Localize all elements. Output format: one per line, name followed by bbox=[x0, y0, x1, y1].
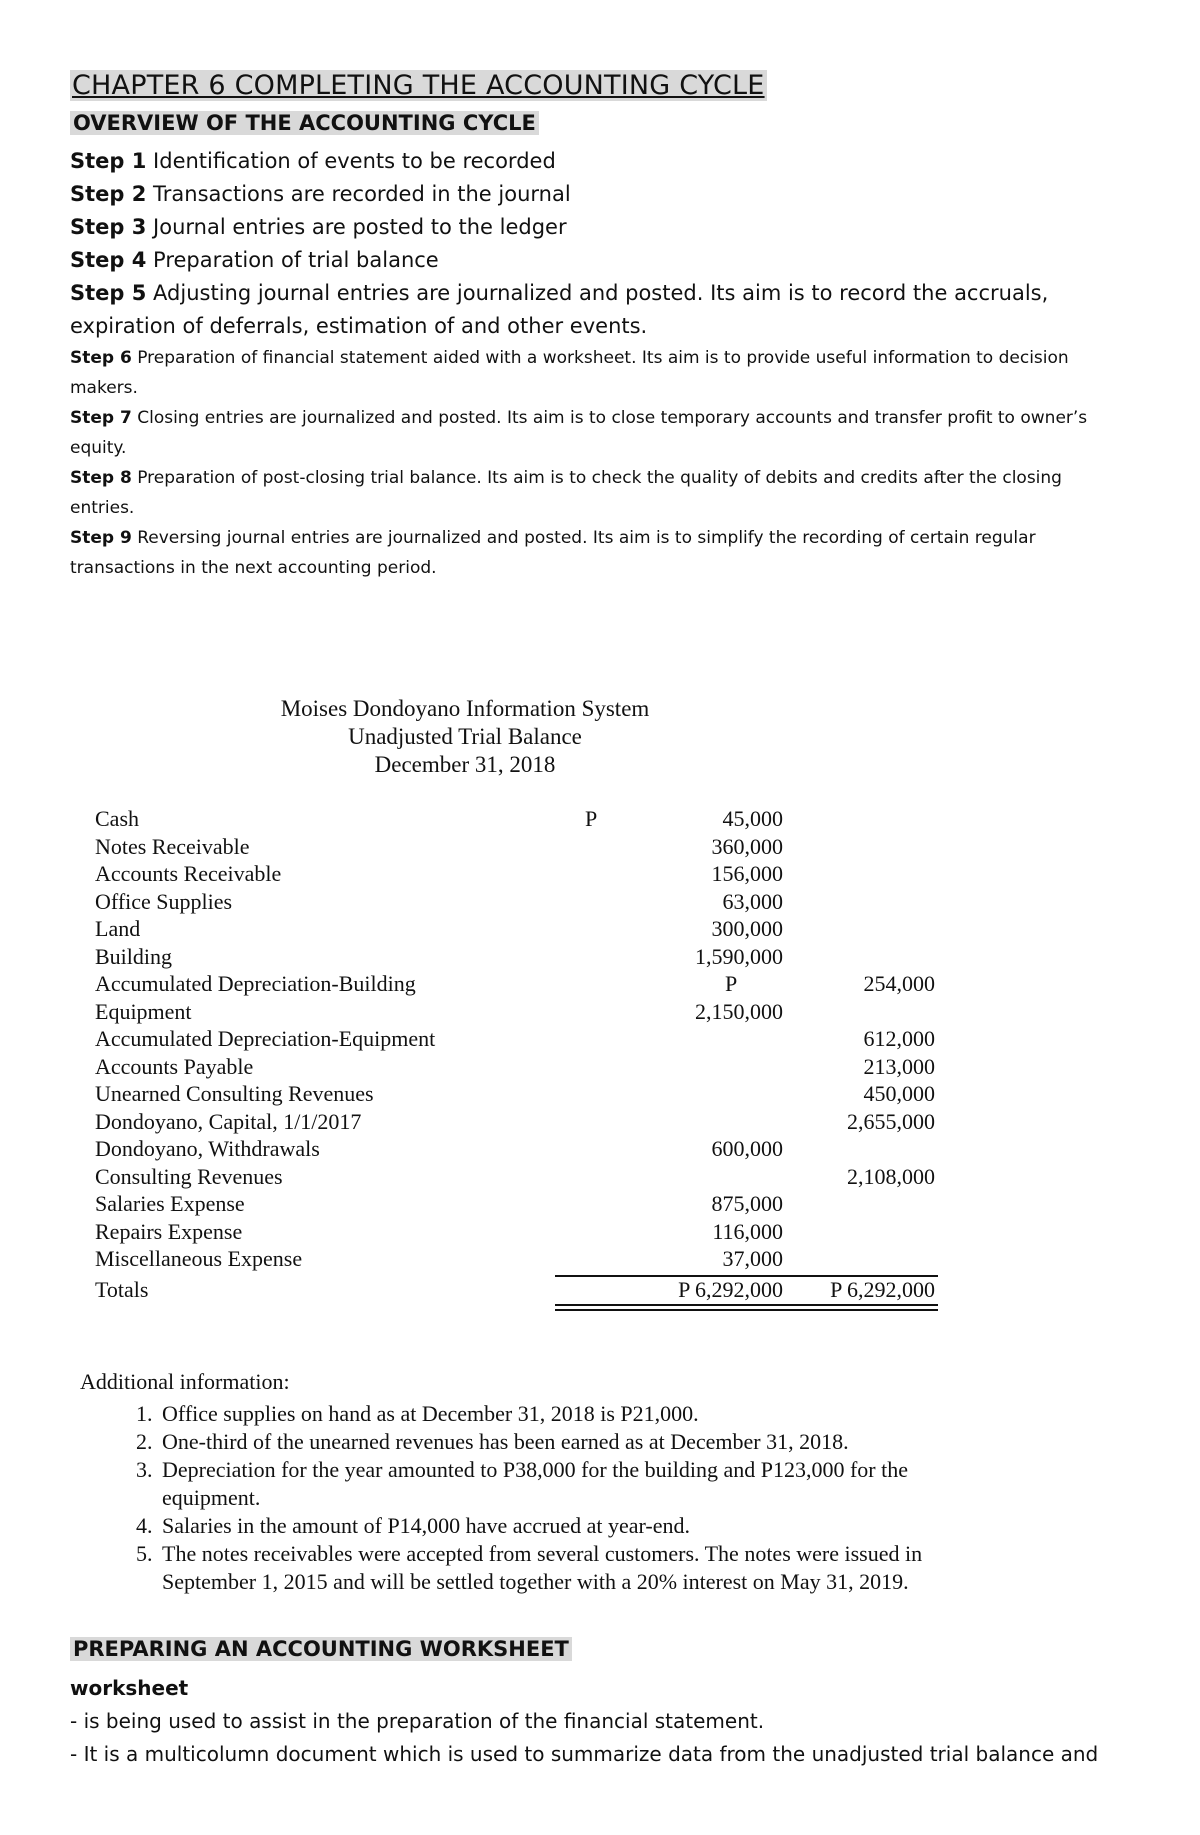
account-name: Salaries Expense bbox=[95, 1191, 245, 1216]
account-name: Accumulated Depreciation-Equipment bbox=[95, 1026, 436, 1051]
steps-list bbox=[70, 145, 1130, 583]
step-label: Step 7 bbox=[70, 408, 132, 428]
table-row bbox=[95, 1136, 855, 1164]
step-label: Step 6 bbox=[70, 348, 132, 368]
list-item: 2. One-third of the unearned revenues has been earned as at December 31, 2018. bbox=[158, 1428, 980, 1456]
debit-amount: 63,000 bbox=[722, 888, 783, 914]
debit-amount: 600,000 bbox=[711, 1136, 783, 1161]
step-label: Step 4 bbox=[70, 248, 147, 272]
account-name: Accounts Receivable bbox=[95, 861, 282, 886]
debit-amount: 156,000 bbox=[711, 861, 783, 886]
account-name: Accounts Payable bbox=[95, 1053, 254, 1079]
account-name: Notes Receivable bbox=[95, 833, 250, 859]
step-8 bbox=[70, 463, 1130, 523]
debit-amount: 116,000 bbox=[712, 1218, 783, 1244]
table-row bbox=[95, 1219, 855, 1247]
step-text: Closing entries are journalized and posted. Its aim is to close temporary accounts and transfer profit to owner’s equity. bbox=[70, 408, 1088, 458]
total-double-underline bbox=[555, 1304, 938, 1311]
statement-title: Unadjusted Trial Balance bbox=[348, 724, 582, 749]
step-text: Preparation of post-closing trial balance. Its aim is to check the quality of debits and credits after the closing entries. bbox=[70, 468, 1062, 518]
step-label: Step 2 bbox=[70, 182, 147, 206]
step-label: Step 3 bbox=[70, 215, 147, 239]
list-item: 5. The notes receivables were accepted from several customers. The notes were issued in September 1, 2015 and will be settled together with a 20% interest on May 31, 2019. bbox=[158, 1540, 980, 1596]
step-label: Step 5 bbox=[70, 281, 147, 305]
step-6 bbox=[70, 343, 1130, 403]
table-row bbox=[95, 834, 855, 862]
table-row bbox=[95, 999, 855, 1027]
step-text: Reversing journal entries are journalized and posted. Its aim is to simplify the recording of certain regular transactions in the next accounting period. bbox=[70, 528, 1036, 578]
list-item: 1. Office supplies on hand as at December 31, 2018 is P21,000. bbox=[158, 1400, 980, 1428]
total-rule-credit bbox=[695, 1275, 938, 1277]
table-row bbox=[95, 944, 855, 972]
step-text: Transactions are recorded in the journal bbox=[146, 182, 571, 206]
debit-amount: 300,000 bbox=[711, 916, 783, 941]
peso-sign: P bbox=[725, 971, 738, 996]
table-row bbox=[95, 916, 855, 944]
worksheet-line-2: - It is a multicolumn document which is used to summarize data from the unadjusted trial balance and bbox=[70, 1742, 1099, 1766]
debit-amount: 2,150,000 bbox=[695, 998, 783, 1024]
additional-info-list bbox=[80, 1400, 980, 1596]
step-5 bbox=[70, 277, 1130, 343]
table-row bbox=[95, 861, 855, 889]
account-name: Miscellaneous Expense bbox=[95, 1246, 303, 1271]
account-name: Cash bbox=[95, 806, 139, 831]
total-credit: P 6,292,000 bbox=[830, 1276, 935, 1302]
table-row bbox=[95, 1163, 935, 1192]
table-row bbox=[95, 1081, 935, 1109]
step-7 bbox=[70, 403, 1130, 463]
step-label: Step 8 bbox=[70, 468, 132, 488]
debit-amount: 1,590,000 bbox=[695, 943, 783, 969]
table-row bbox=[95, 1026, 935, 1054]
worksheet-term: worksheet bbox=[70, 1676, 189, 1700]
chapter-title: CHAPTER 6 COMPLETING THE ACCOUNTING CYCLE bbox=[72, 70, 765, 101]
credit-amount: 450,000 bbox=[863, 1081, 935, 1106]
account-name: Unearned Consulting Revenues bbox=[95, 1081, 374, 1106]
account-name: Repairs Expense bbox=[95, 1218, 243, 1244]
account-name: Consulting Revenues bbox=[95, 1163, 283, 1189]
step-4 bbox=[70, 244, 1130, 277]
table-row bbox=[95, 971, 935, 999]
table-row bbox=[95, 1191, 855, 1219]
peso-sign: P bbox=[585, 806, 598, 831]
additional-info-title: Additional information: bbox=[80, 1369, 290, 1394]
step-text: Identification of events to be recorded bbox=[146, 149, 556, 173]
account-name: Dondoyano, Withdrawals bbox=[95, 1136, 320, 1161]
debit-amount: 37,000 bbox=[722, 1246, 783, 1271]
table-row bbox=[95, 806, 855, 834]
step-text: Journal entries are posted to the ledger bbox=[146, 215, 567, 239]
credit-amount: 2,655,000 bbox=[847, 1108, 935, 1134]
debit-amount: 360,000 bbox=[711, 833, 783, 859]
debit-amount: 875,000 bbox=[711, 1191, 783, 1216]
step-1 bbox=[70, 145, 1130, 178]
credit-amount: 612,000 bbox=[863, 1026, 935, 1051]
step-text: Preparation of trial balance bbox=[146, 248, 439, 272]
credit-amount: 254,000 bbox=[863, 971, 935, 996]
trial-balance-table bbox=[95, 806, 935, 1304]
additional-information bbox=[80, 1368, 980, 1596]
step-2 bbox=[70, 178, 1130, 211]
worksheet-heading: PREPARING AN ACCOUNTING WORKSHEET bbox=[70, 1637, 572, 1661]
step-text: Adjusting journal entries are journalized and posted. Its aim is to record the accruals, expiration of deferrals, estimation of and other events. bbox=[70, 281, 1049, 338]
credit-amount: 213,000 bbox=[863, 1053, 935, 1079]
table-row bbox=[95, 1108, 935, 1137]
debit-amount: 45,000 bbox=[722, 806, 783, 831]
table-row bbox=[95, 889, 855, 917]
statement-date: December 31, 2018 bbox=[374, 752, 556, 777]
step-3 bbox=[70, 211, 1130, 244]
totals-label: Totals bbox=[95, 1276, 149, 1302]
account-name: Land bbox=[95, 916, 141, 941]
overview-heading: OVERVIEW OF THE ACCOUNTING CYCLE bbox=[70, 111, 539, 135]
account-name: Accumulated Depreciation-Building bbox=[95, 971, 416, 996]
company-name: Moises Dondoyano Information System bbox=[280, 696, 650, 721]
account-name: Equipment bbox=[95, 998, 192, 1024]
account-name: Dondoyano, Capital, 1/1/2017 bbox=[95, 1108, 362, 1134]
step-9 bbox=[70, 523, 1130, 583]
step-label: Step 1 bbox=[70, 149, 147, 173]
account-name: Office Supplies bbox=[95, 888, 233, 914]
credit-amount: 2,108,000 bbox=[847, 1163, 935, 1189]
table-row bbox=[95, 1053, 935, 1082]
step-text: Preparation of financial statement aided with a worksheet. Its aim is to provide useful information to decision makers. bbox=[70, 348, 1069, 398]
worksheet-line-1: - is being used to assist in the preparation of the financial statement. bbox=[70, 1709, 765, 1733]
trial-balance-heading bbox=[200, 695, 730, 779]
totals-row bbox=[95, 1276, 935, 1305]
worksheet-definition bbox=[70, 1672, 1150, 1771]
list-item: 4. Salaries in the amount of P14,000 have accrued at year-end. bbox=[158, 1512, 980, 1540]
step-label: Step 9 bbox=[70, 528, 132, 548]
list-item: 3. Depreciation for the year amounted to P38,000 for the building and P123,000 for the equipment. bbox=[158, 1456, 980, 1512]
account-name: Building bbox=[95, 943, 173, 969]
table-row bbox=[95, 1246, 855, 1274]
total-debit: P 6,292,000 bbox=[678, 1276, 783, 1302]
